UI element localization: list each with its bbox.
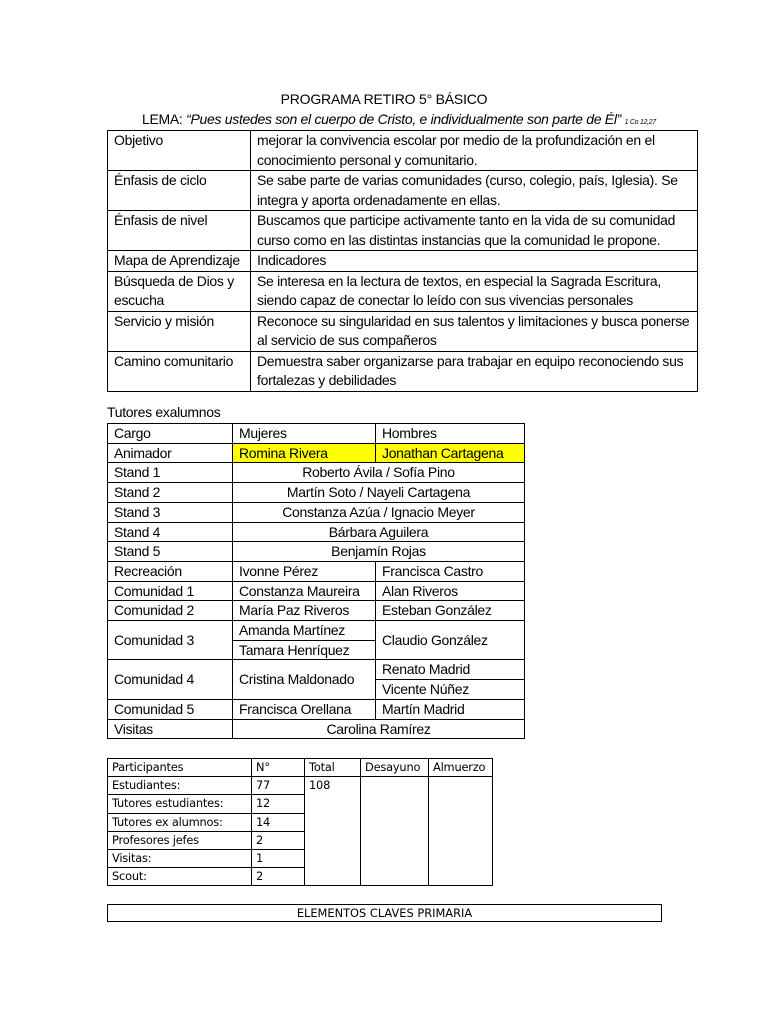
- cargo-cell: Visitas: [108, 719, 233, 739]
- program-text: Se sabe parte de varias comunidades (curso, colegio, país, Iglesia). Se integra y aporta ordenadamente en ellas.: [251, 171, 698, 211]
- mujer-cell: Ivonne Pérez: [233, 561, 376, 581]
- program-label: Mapa de Aprendizaje: [108, 251, 251, 272]
- almuerzo-cell: [429, 777, 493, 886]
- header-participantes: Participantes: [108, 759, 252, 777]
- hombre-cell: Claudio González: [376, 621, 525, 660]
- header-cargo: Cargo: [108, 424, 233, 444]
- hombre-cell: Jonathan Cartagena: [376, 443, 525, 463]
- mujer-cell: Amanda Martínez: [233, 621, 376, 641]
- program-label: Servicio y misión: [108, 311, 251, 351]
- mujer-cell: Tamara Henríquez: [233, 640, 376, 660]
- participante-label: Profesores jefes: [108, 831, 252, 849]
- participantes-header-row: [108, 759, 493, 777]
- program-row: [108, 131, 698, 171]
- header-almuerzo: Almuerzo: [429, 759, 493, 777]
- tutores-row-stand-2: [108, 483, 525, 503]
- nombres-cell: Constanza Azúa / Ignacio Meyer: [233, 502, 525, 522]
- program-label: Énfasis de ciclo: [108, 171, 251, 211]
- elementos-title: ELEMENTOS CLAVES PRIMARIA: [108, 905, 662, 922]
- header-mujeres: Mujeres: [233, 424, 376, 444]
- participante-count: 77: [252, 777, 305, 795]
- tutores-row-comunidad-5: [108, 699, 525, 719]
- tutores-row-stand-1: [108, 463, 525, 483]
- program-row: [108, 311, 698, 351]
- cargo-cell: Comunidad 3: [108, 621, 233, 660]
- tutores-row-comunidad-1: [108, 581, 525, 601]
- cargo-cell: Comunidad 2: [108, 601, 233, 621]
- nombres-cell: Benjamín Rojas: [233, 542, 525, 562]
- program-text: Se interesa en la lectura de textos, en especial la Sagrada Escritura, siendo capaz de conectar lo leído con sus vivencias personales: [251, 271, 698, 311]
- program-row: [108, 211, 698, 251]
- hombre-cell: Francisca Castro: [376, 561, 525, 581]
- lema-reference: 1 Co 12,27: [624, 119, 656, 126]
- mujer-cell: Cristina Maldonado: [233, 660, 376, 699]
- participante-count: 2: [252, 868, 305, 886]
- mujer-cell: Francisca Orellana: [233, 699, 376, 719]
- cargo-cell: Stand 2: [108, 483, 233, 503]
- tutores-row-comunidad-3: [108, 621, 525, 641]
- program-table: [107, 130, 698, 392]
- program-text: Buscamos que participe activamente tanto en la vida de su comunidad curso como en las distintas instancias que la comunidad le propone.: [251, 211, 698, 251]
- participante-count: 12: [252, 795, 305, 813]
- program-text: Reconoce su singularidad en sus talentos y limitaciones y busca ponerse al servicio de sus compañeros: [251, 311, 698, 351]
- lema: [142, 111, 656, 127]
- cargo-cell: Stand 5: [108, 542, 233, 562]
- header-numero: N°: [252, 759, 305, 777]
- cargo-cell: Recreación: [108, 561, 233, 581]
- hombre-cell: Martín Madrid: [376, 699, 525, 719]
- participante-count: 2: [252, 831, 305, 849]
- participantes-table: [107, 758, 493, 886]
- program-label: Objetivo: [108, 131, 251, 171]
- nombres-cell: Martín Soto / Nayeli Cartagena: [233, 483, 525, 503]
- hombre-cell: Esteban González: [376, 601, 525, 621]
- lema-label: LEMA:: [142, 111, 183, 127]
- desayuno-cell: [361, 777, 429, 886]
- participante-label: Tutores ex alumnos:: [108, 813, 252, 831]
- cargo-cell: Comunidad 5: [108, 699, 233, 719]
- cargo-cell: Comunidad 1: [108, 581, 233, 601]
- header-desayuno: Desayuno: [361, 759, 429, 777]
- participante-label: Scout:: [108, 868, 252, 886]
- program-row: [108, 271, 698, 311]
- cargo-cell: Animador: [108, 443, 233, 463]
- tutores-title: Tutores exalumnos: [107, 404, 221, 420]
- hombre-cell: Renato Madrid: [376, 660, 525, 680]
- participante-count: 14: [252, 813, 305, 831]
- participantes-row: [108, 777, 493, 795]
- participante-count: 1: [252, 850, 305, 868]
- nombres-cell: Roberto Ávila / Sofía Pino: [233, 463, 525, 483]
- program-label: Camino comunitario: [108, 351, 251, 391]
- mujer-cell: Constanza Maureira: [233, 581, 376, 601]
- tutores-row-comunidad-2: [108, 601, 525, 621]
- hombre-cell: Vicente Núñez: [376, 680, 525, 700]
- program-row: [108, 251, 698, 272]
- page-title: PROGRAMA RETIRO 5° BÁSICO: [280, 91, 488, 107]
- program-text: mejorar la convivencia escolar por medio de la profundización en el conocimiento personal y comunitario.: [251, 131, 698, 171]
- tutores-header-row: [108, 424, 525, 444]
- tutores-row-stand-4: [108, 522, 525, 542]
- cargo-cell: Stand 3: [108, 502, 233, 522]
- tutores-row-comunidad-4: [108, 660, 525, 680]
- mujer-cell: Romina Rivera: [233, 443, 376, 463]
- elementos-table: [107, 904, 662, 922]
- elementos-row: [108, 905, 662, 922]
- cargo-cell: Stand 4: [108, 522, 233, 542]
- header-hombres: Hombres: [376, 424, 525, 444]
- tutores-row-animador: [108, 443, 525, 463]
- lema-quote: “Pues ustedes son el cuerpo de Cristo, e individualmente son parte de Él”: [186, 111, 622, 127]
- cargo-cell: Comunidad 4: [108, 660, 233, 699]
- nombres-cell: Bárbara Aguilera: [233, 522, 525, 542]
- program-text: Indicadores: [251, 251, 698, 272]
- participante-label: Estudiantes:: [108, 777, 252, 795]
- tutores-row-stand-5: [108, 542, 525, 562]
- program-row: [108, 351, 698, 391]
- participante-label: Tutores estudiantes:: [108, 795, 252, 813]
- program-label: Énfasis de nivel: [108, 211, 251, 251]
- total-cell: 108: [305, 777, 361, 886]
- hombre-cell: Alan Riveros: [376, 581, 525, 601]
- tutores-row-stand-3: [108, 502, 525, 522]
- participante-label: Visitas:: [108, 850, 252, 868]
- cargo-cell: Stand 1: [108, 463, 233, 483]
- program-text: Demuestra saber organizarse para trabajar en equipo reconociendo sus fortalezas y debilidades: [251, 351, 698, 391]
- header-total: Total: [305, 759, 361, 777]
- tutores-row-visitas: [108, 719, 525, 739]
- program-row: [108, 171, 698, 211]
- nombres-cell: Carolina Ramírez: [233, 719, 525, 739]
- mujer-cell: María Paz Riveros: [233, 601, 376, 621]
- program-label: Búsqueda de Dios y escucha: [108, 271, 251, 311]
- tutores-table: [107, 423, 525, 739]
- tutores-row-recreacion: [108, 561, 525, 581]
